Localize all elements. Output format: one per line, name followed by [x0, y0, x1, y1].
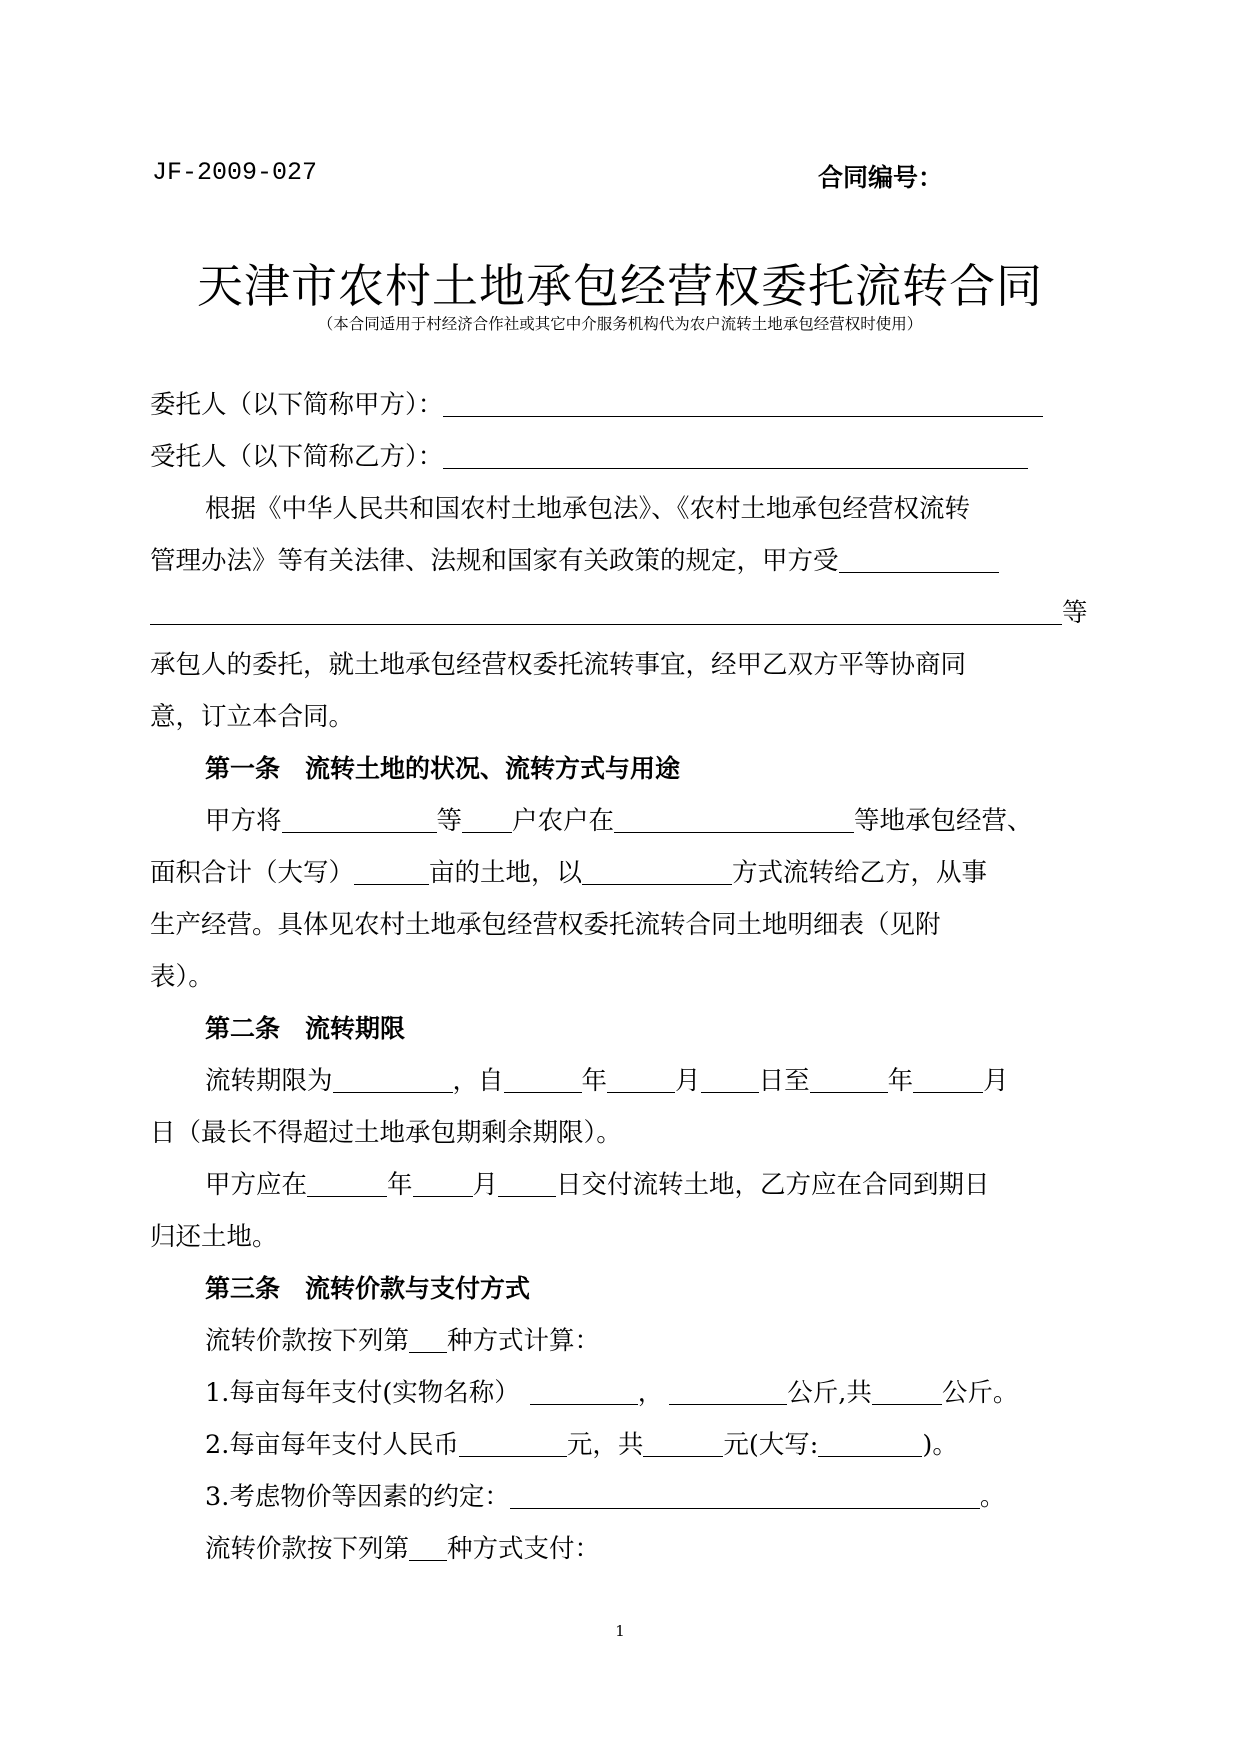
- a2-blank-5[interactable]: [810, 1066, 888, 1093]
- opt2-text-a: 2.每亩每年支付人民币: [205, 1430, 459, 1460]
- party-a-row: [150, 385, 1043, 421]
- opt3-text-b: 。: [979, 1482, 1006, 1512]
- a2-blank-1[interactable]: [333, 1066, 453, 1093]
- article-3-calc-line: [205, 1321, 600, 1357]
- contract-number-label: 合同编号：: [818, 163, 944, 192]
- opt1-blank-1[interactable]: [530, 1378, 638, 1405]
- a2-text-b: ，自: [452, 1066, 504, 1096]
- a1-text-a: 甲方将: [205, 806, 282, 836]
- a2-blank-9[interactable]: [498, 1170, 556, 1197]
- a3-text-c: 流转价款按下列第: [205, 1534, 410, 1564]
- party-b-label: 受托人（以下简称乙方）：: [150, 442, 444, 472]
- party-b-row: [150, 437, 1028, 473]
- preamble-line-2: [150, 541, 999, 577]
- preamble-line-3: [150, 593, 1088, 629]
- a3-text-d: 种方式支付：: [447, 1534, 601, 1564]
- a2-text-f: 年: [887, 1066, 914, 1096]
- a1-text-f: 亩的土地，以: [429, 858, 583, 888]
- a1-blank-4[interactable]: [354, 858, 429, 885]
- a3-pay-blank[interactable]: [409, 1534, 447, 1561]
- article-2-line-1: [205, 1061, 1009, 1097]
- article-2-heading: 第二条 流转期限: [205, 1014, 406, 1043]
- opt1-text-d: 公斤。: [941, 1378, 1019, 1408]
- article-2-line-4: 归还土地。: [150, 1222, 278, 1252]
- opt3-text-a: 3.考虑物价等因素的约定：: [205, 1482, 510, 1512]
- article-3-heading: 第三条 流转价款与支付方式: [205, 1274, 531, 1303]
- preamble-text: 管理办法》等有关法律、法规和国家有关政策的规定，甲方受: [150, 546, 839, 576]
- a1-text-e: 面积合计（大写）: [150, 858, 355, 888]
- a1-text-d: 等地承包经营、: [854, 806, 1033, 836]
- a2-blank-6[interactable]: [913, 1066, 983, 1093]
- opt3-blank[interactable]: [510, 1482, 980, 1509]
- opt2-text-d: )。: [922, 1430, 958, 1460]
- preamble-line-1: 根据《中华人民共和国农村土地承包法》、《农村土地承包经营权流转: [205, 494, 971, 524]
- a1-blank-5[interactable]: [582, 858, 732, 885]
- opt1-blank-3[interactable]: [872, 1378, 942, 1405]
- article-3-payment-line: [205, 1529, 600, 1565]
- article-1-line-4: 表）。: [150, 962, 214, 992]
- opt1-text-c: 公斤,共: [787, 1378, 872, 1408]
- a2-blank-7[interactable]: [307, 1170, 387, 1197]
- page-subtitle: （本合同适用于村经济合作社或其它中介服务机构代为农户流转土地承包经营权时使用）: [317, 315, 923, 333]
- opt2-text-b: 元，共: [566, 1430, 644, 1460]
- opt2-text-c: 元(大写:: [723, 1430, 819, 1460]
- article-3-option-3: [205, 1477, 1005, 1513]
- opt2-blank-3[interactable]: [818, 1430, 922, 1457]
- a1-blank-2[interactable]: [462, 806, 512, 833]
- principal-blank-2[interactable]: [150, 598, 1062, 625]
- party-a-blank[interactable]: [443, 390, 1043, 417]
- a2-text-g: 月: [983, 1066, 1009, 1096]
- preamble-line-4: 承包人的委托，就土地承包经营权委托流转事宜，经甲乙双方平等协商同: [150, 650, 967, 680]
- a2-blank-3[interactable]: [607, 1066, 675, 1093]
- a2-blank-2[interactable]: [504, 1066, 582, 1093]
- a3-text-a: 流转价款按下列第: [205, 1326, 410, 1356]
- opt1-blank-2[interactable]: [669, 1378, 787, 1405]
- a1-blank-1[interactable]: [282, 806, 437, 833]
- a3-calc-blank[interactable]: [409, 1326, 447, 1353]
- a2-text-d: 月: [675, 1066, 701, 1096]
- article-1-line-2: [150, 853, 987, 889]
- opt1-text-a: 1.每亩每年支付(实物名称）: [205, 1378, 520, 1408]
- opt1-text-b: ，: [637, 1378, 664, 1408]
- a1-text-c: 户农户在: [512, 806, 615, 836]
- preamble-etc: 等: [1062, 598, 1088, 628]
- article-1-line-3: 生产经营。具体见农村土地承包经营权委托流转合同土地明细表（见附: [150, 910, 941, 940]
- a2-text-a: 流转期限为: [205, 1066, 333, 1096]
- principal-blank[interactable]: [839, 546, 999, 573]
- article-2-line-2: 日（最长不得超过土地承包期剩余期限）。: [150, 1118, 622, 1148]
- a2-text-c: 年: [581, 1066, 608, 1096]
- article-3-option-2: [205, 1425, 958, 1461]
- page-title: 天津市农村土地承包经营权委托流转合同: [197, 259, 1043, 313]
- article-2-line-3: [205, 1165, 990, 1201]
- party-a-label: 委托人（以下简称甲方）：: [150, 390, 444, 420]
- preamble-line-5: 意，订立本合同。: [150, 702, 355, 732]
- a2-text-j: 月: [472, 1170, 499, 1200]
- a3-text-b: 种方式计算：: [447, 1326, 601, 1356]
- document-code: JF-2009-027: [152, 158, 318, 187]
- a2-text-k: 日交付流转土地，乙方应在合同到期日: [556, 1170, 990, 1200]
- a2-blank-4[interactable]: [701, 1066, 759, 1093]
- a1-blank-3[interactable]: [614, 806, 854, 833]
- a1-text-b: 等: [436, 806, 463, 836]
- article-1-line-1: [205, 801, 1033, 837]
- article-1-heading: 第一条 流转土地的状况、流转方式与用途: [205, 754, 681, 783]
- party-b-blank[interactable]: [443, 442, 1028, 469]
- opt2-blank-2[interactable]: [643, 1430, 723, 1457]
- opt2-blank-1[interactable]: [459, 1430, 567, 1457]
- a1-text-g: 方式流转给乙方，从事: [732, 858, 988, 888]
- page-number: 1: [615, 1622, 625, 1640]
- a2-text-h: 甲方应在: [205, 1170, 308, 1200]
- article-3-option-1: [205, 1373, 1018, 1409]
- a2-text-e: 日至: [758, 1066, 810, 1096]
- a2-blank-8[interactable]: [413, 1170, 473, 1197]
- a2-text-i: 年: [387, 1170, 413, 1200]
